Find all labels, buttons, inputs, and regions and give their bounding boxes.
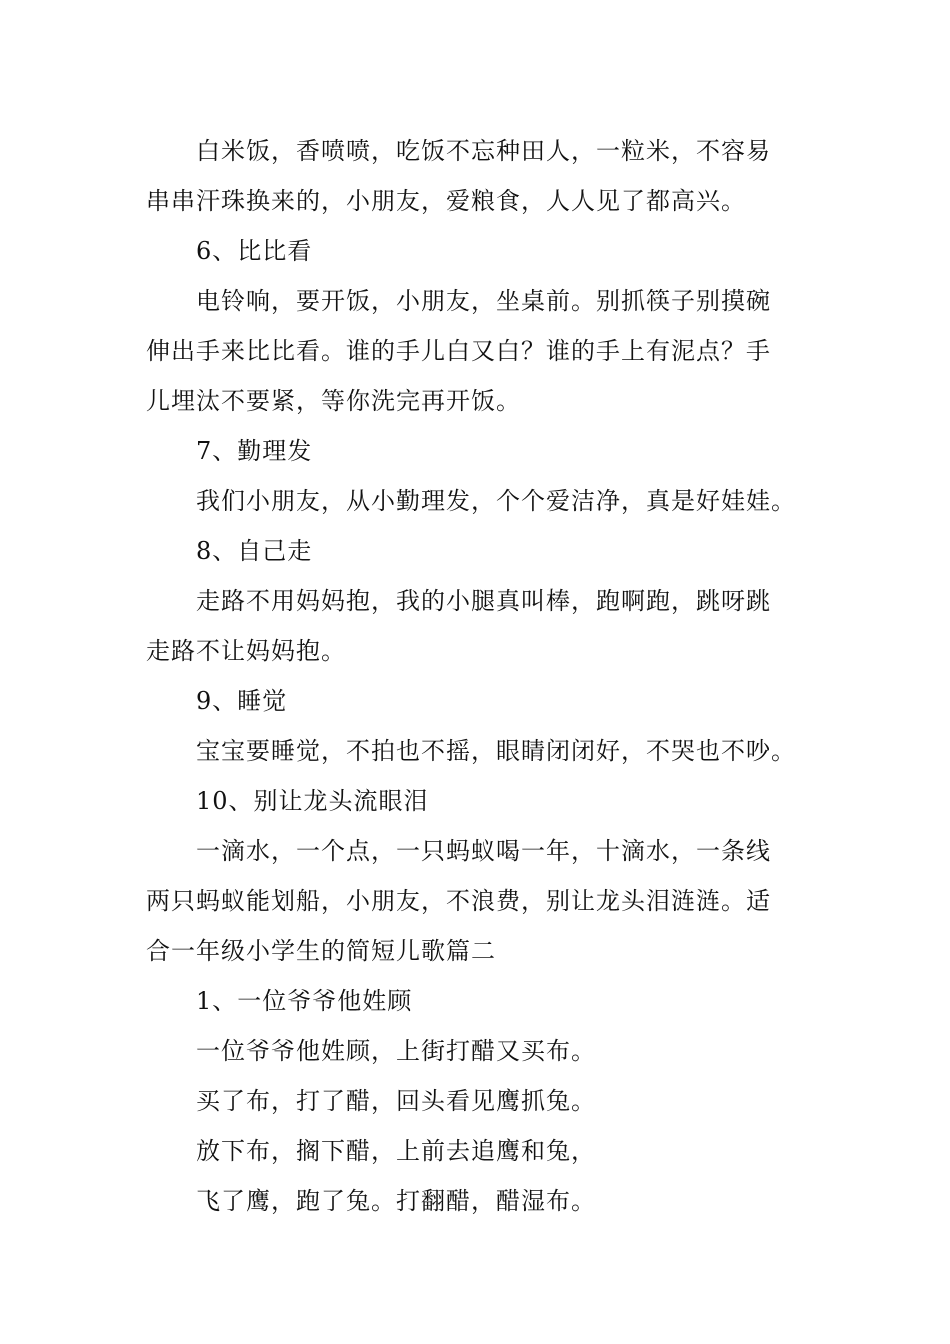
poem-line: 儿埋汰不要紧，等你洗完再开饭。: [146, 387, 521, 415]
poem-line: 走路不用妈妈抱，我的小腿真叫棒，跑啊跑，跳呀跳: [196, 587, 771, 615]
section-heading: 8、自己走: [196, 537, 313, 565]
poem-line: 串串汗珠换来的，小朋友，爱粮食，人人见了都高兴。: [146, 187, 746, 215]
section-heading: 6、比比看: [196, 237, 313, 265]
section-heading: 9、睡觉: [196, 687, 288, 715]
poem-line: 两只蚂蚁能划船，小朋友，不浪费，别让龙头泪涟涟。适: [146, 887, 771, 915]
poem-line: 我们小朋友，从小勤理发，个个爱洁净，真是好娃娃。: [196, 487, 796, 515]
section-heading: 1、一位爷爷他姓顾: [196, 987, 413, 1015]
poem-line: 一滴水，一个点，一只蚂蚁喝一年，十滴水，一条线: [196, 837, 771, 865]
poem-line: 一位爷爷他姓顾，上街打醋又买布。: [196, 1037, 596, 1065]
section-heading: 7、勤理发: [196, 437, 313, 465]
poem-line: 合一年级小学生的简短儿歌篇二: [146, 937, 496, 965]
document-body: [146, 126, 810, 1226]
poem-line: 放下布，搁下醋，上前去追鹰和兔，: [196, 1137, 596, 1165]
poem-line: 买了布，打了醋，回头看见鹰抓兔。: [196, 1087, 596, 1115]
section-heading: 10、别让龙头流眼泪: [196, 787, 429, 815]
poem-line: 伸出手来比比看。谁的手儿白又白？谁的手上有泥点？手: [146, 337, 771, 365]
poem-line: 电铃响，要开饭，小朋友，坐桌前。别抓筷子别摸碗: [196, 287, 771, 315]
poem-line: 宝宝要睡觉，不拍也不摇，眼睛闭闭好，不哭也不吵。: [196, 737, 796, 765]
poem-line: 白米饭，香喷喷，吃饭不忘种田人，一粒米，不容易: [196, 137, 771, 165]
poem-line: 走路不让妈妈抱。: [146, 637, 346, 665]
poem-line: 飞了鹰，跑了兔。打翻醋，醋湿布。: [196, 1187, 596, 1215]
